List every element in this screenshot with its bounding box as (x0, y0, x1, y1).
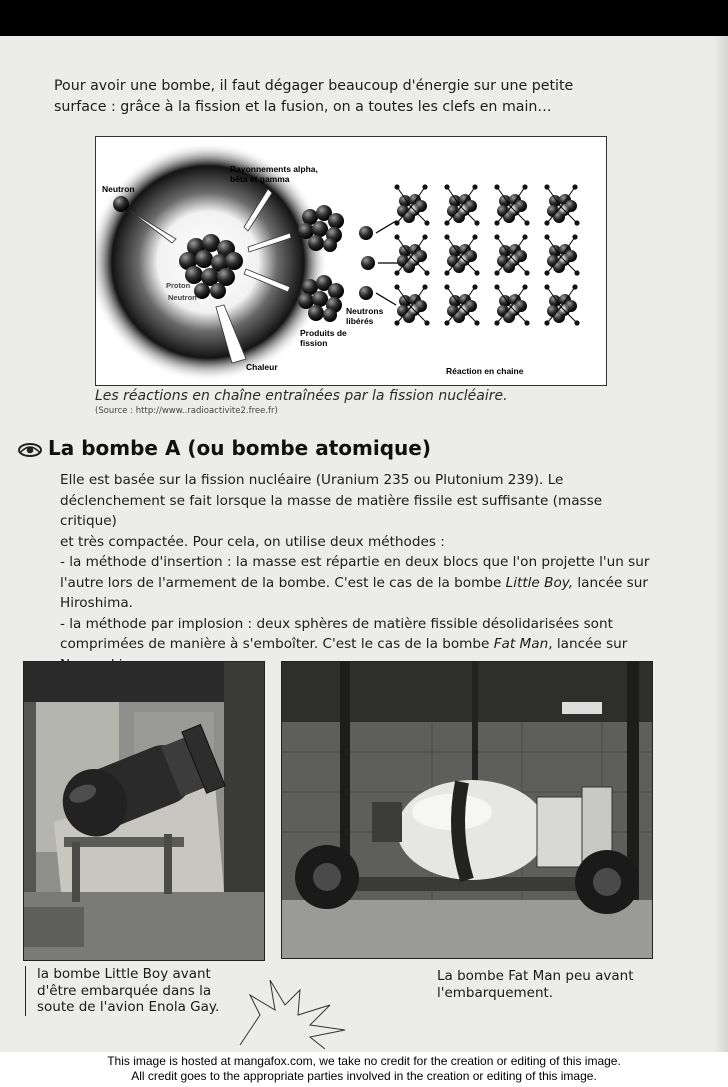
section-title: La bombe A (ou bombe atomique) (48, 436, 431, 460)
label-neutron: Neutron (102, 184, 135, 194)
body-line: déclenchement se fait lorsque la masse de matière fissile est suffisante (masse critique) (60, 492, 603, 529)
split-nucleus (394, 284, 429, 325)
body-line: - la méthode par implosion : deux sphères de matière fissible désolidarisées sont (60, 615, 613, 632)
label-heat: Chaleur (246, 362, 278, 372)
nucleus-icon (18, 439, 42, 457)
page-edge-shadow (714, 36, 728, 1052)
split-nucleus (494, 184, 529, 225)
label-radiation: Rayonnements alpha, bêta et gamma (230, 164, 318, 184)
hosting-credits (0, 1054, 728, 1083)
label-proton: Proton (166, 281, 191, 290)
body-line: Hiroshima. (60, 595, 133, 611)
split-nucleus (444, 184, 479, 225)
label-neutrons-freed: Neutrons libérés (346, 306, 384, 326)
split-nucleus (394, 234, 429, 275)
label-fission-products: Produits de fission (300, 328, 347, 348)
body-line: et très compactée. Pour cela, on utilise deux méthodes : (60, 533, 445, 550)
hand-drawn-scribble (230, 975, 350, 1050)
fission-diagram-graphic (96, 137, 606, 385)
section-heading (18, 436, 431, 460)
label-chain-reaction: Réaction en chaine (446, 366, 524, 376)
credits-line-1: This image is hosted at mangafox.com, we take no credit for the creation or editing of this image. (107, 1054, 621, 1068)
body-line: l'autre lors de l'armement de la bombe. C'est le cas de la bombe Little Boy, lancée sur (60, 574, 648, 591)
little-boy-photo (23, 661, 265, 961)
little-boy-name: Little Boy, (505, 574, 574, 591)
fat-man-photo (281, 661, 653, 959)
little-boy-caption: la bombe Little Boy avant d'être embarquée dans la soute de l'avion Enola Gay. (25, 966, 242, 1016)
figure-caption: Les réactions en chaîne entraînées par la fission nucléaire. (95, 388, 508, 404)
top-black-bar (0, 0, 728, 36)
split-nucleus (444, 234, 479, 275)
intro-line-1: Pour avoir une bombe, il faut dégager beaucoup d'énergie sur une petite (54, 78, 574, 94)
label-neutron-inner: Neutron (168, 293, 197, 302)
split-nucleus (544, 284, 579, 325)
intro-paragraph (54, 76, 634, 118)
fat-man-name: Fat Man (493, 636, 549, 652)
section-body (60, 470, 650, 675)
body-line: comprimées de manière à s'emboîter. C'est le cas de la bombe Fat Man, lancée sur (60, 636, 628, 652)
body-line: Elle est basée sur la fission nucléaire (Uranium 235 ou Plutonium 239). Le (60, 472, 564, 488)
credits-line-2: All credit goes to the appropriate parties involved in the creation or editing of this image. (131, 1068, 597, 1083)
fission-diagram (95, 136, 607, 386)
split-nucleus (494, 234, 529, 275)
fat-man-caption: La bombe Fat Man peu avant l'embarquement. (437, 968, 634, 1001)
intro-line-2: surface : grâce à la fission et la fusion, on a toutes les clefs en main… (54, 99, 552, 115)
figure-source: (Source : http://www..radioactivite2.free.fr) (95, 406, 278, 416)
split-nucleus (544, 234, 579, 275)
body-line: - la méthode d'insertion : la masse est répartie en deux blocs que l'on projette l'un sur (60, 554, 650, 570)
split-nucleus (444, 284, 479, 325)
chain-reaction-grid (394, 184, 579, 325)
split-nucleus (494, 284, 529, 325)
split-nucleus (544, 184, 579, 225)
split-nucleus (394, 184, 429, 225)
